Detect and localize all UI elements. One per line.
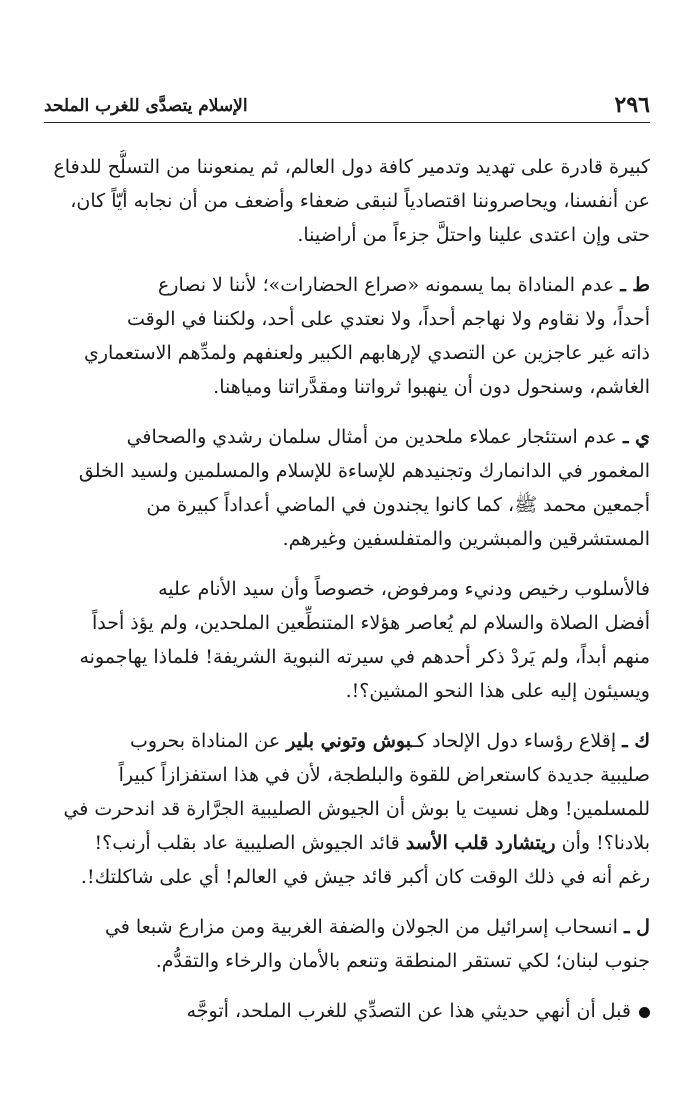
intro-paragraph	[44, 150, 650, 252]
text-line: فالأسلوب رخيص ودنيء ومرفوض، خصوصاً وأن سيد الأنام عليه	[158, 578, 650, 600]
text-line: ويسيئون إليه على هذا النحو المشين؟!.	[345, 680, 650, 702]
item-marker: ك ـ	[622, 730, 650, 752]
text-line	[44, 420, 650, 454]
item-text: انسحاب إسرائيل من الجولان والضفة الغربية ومن مزارع شبعا في	[104, 916, 618, 938]
text-line: صليبية جديدة كاستعراض للقوة والبلطجة، لأن في هذا استفزازاً كبيراً	[118, 764, 650, 786]
text-line: المغمور في الدانمارك وتجنيدهم للإساءة للإسلام والمسلمين ولسيد الخلق	[78, 460, 650, 482]
page-number: ٢٩٦	[614, 92, 650, 118]
page-header	[44, 88, 650, 123]
text-line	[44, 826, 650, 860]
text-line: رغم أنه في ذلك الوقت كان أكبر قائد جيش في العالم! أي على شاكلتك!.	[80, 866, 650, 888]
item-ya	[44, 420, 650, 556]
item-kaf	[44, 724, 650, 894]
item-lam	[44, 910, 650, 978]
text-line: أفضل الصلاة والسلام لم يُعاصر هؤلاء المتنطِّعين الملحدين، ولم يؤذ أحداً	[91, 612, 650, 634]
item-text: عدم المناداة بما يسمونه «صراع الحضارات»؛ لأننا لا نصارع	[157, 274, 615, 296]
item-text: بلادنا؟! وأن	[561, 832, 650, 854]
text-line: أجمعين محمد ﷺ، كما كانوا يجندون في الماضي أعداداً كبيرة من	[146, 494, 650, 516]
closing-paragraph	[44, 994, 650, 1028]
bold-names: بوش وتوني بلير	[286, 730, 412, 752]
bold-name: ريتشارد قلب الأسد	[405, 832, 556, 854]
item-text: عن المناداة بحروب	[129, 730, 281, 752]
item-marker: ل ـ	[624, 916, 650, 938]
text-line: منهم أبداً، ولم يَردْ ذكر أحدهم في سيرته النبوية الشريفة! فلماذا يهاجمونه	[79, 646, 650, 668]
text-line	[44, 910, 650, 944]
text-line: كبيرة قادرة على تهديد وتدمير كافة دول العالم، ثم يمنعوننا من التسلُّح للدفاع	[53, 156, 650, 178]
text-line: للمسلمين! وهل نسيت يا بوش أن الجيوش الصليبية الجرَّارة قد اندحرت في	[63, 798, 650, 820]
text-line: أحداً، ولا نقاوم ولا نهاجم أحداً، ولا نعتدي على أحد، ولكننا في الوقت	[126, 308, 650, 330]
item-marker: ط ـ	[620, 274, 650, 296]
item-text: عدم استئجار عملاء ملحدين من أمثال سلمان رشدي والصحافي	[126, 426, 617, 448]
text-line: الغاشم، وسنحول دون أن ينهبوا ثرواتنا ومقدَّراتنا ومياهنا.	[213, 376, 650, 398]
text-line	[44, 994, 650, 1028]
text-line: عن أنفسنا، ويحاصروننا اقتصادياً لنبقى ضعفاء وأضعف من أن نجابه أيّاً كان،	[70, 190, 650, 212]
text-line: المستشرقين والمبشرين والمتفلسفين وغيرهم.	[282, 528, 650, 550]
text-line: حتى وإن اعتدى علينا واحتلَّ جزءاً من أراضينا.	[297, 224, 650, 246]
running-title: الإسلام يتصدَّى للغرب الملحد	[44, 96, 248, 116]
text-line: ذاته غير عاجزين عن التصدي لإرهابهم الكبير ولعنفهم ولمدِّهم الاستعماري	[84, 342, 650, 364]
body-text	[44, 150, 650, 1028]
text-line	[44, 724, 650, 758]
item-marker: ي ـ	[622, 426, 650, 448]
text-line	[44, 268, 650, 302]
item-text: إقلاع رؤساء دول الإلحاد كـ	[411, 730, 617, 752]
bullet-icon	[639, 1007, 650, 1018]
item-ta	[44, 268, 650, 404]
style-paragraph	[44, 572, 650, 708]
item-text: قائد الجيوش الصليبية عاد بقلب أرنب؟!	[94, 832, 400, 854]
text-line: جنوب لبنان؛ لكي تستقر المنطقة وتنعم بالأمان والرخاء والتقدُّم.	[155, 950, 650, 972]
closing-text: قبل أن أنهي حديثي هذا عن التصدِّي للغرب الملحد، أتوجَّه	[186, 1000, 631, 1022]
